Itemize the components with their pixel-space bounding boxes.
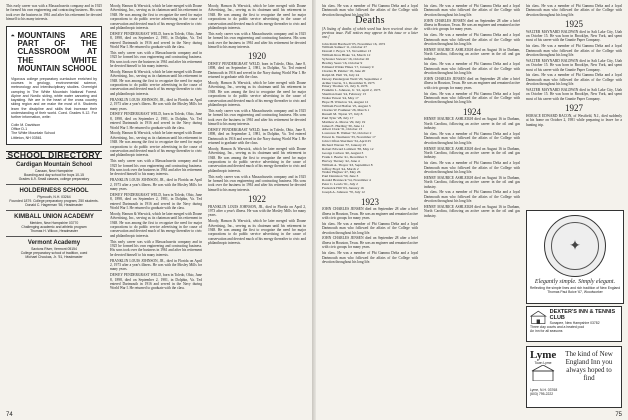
school-detail: College preparatory school of tradition, coed (20, 251, 88, 256)
ad-signer-title: Office D-1 (11, 126, 28, 131)
ad-school-name: The White Mountain School (11, 131, 56, 136)
death-entry: Donald J. Boyce '13, November 13 (322, 49, 372, 54)
obituary-paragraph: HENRY MAURICE ASHLEIGH died on August 16 in Durham, North Carolina, following an active career in the oil and gas industry. (424, 47, 520, 61)
ad-headline: MOUNTAINS ARE PART OF THE CLASSROOM AT THE WHITE MOUNTAIN SCHOOL (17, 30, 97, 74)
ad-signer: Colin M. Davidson (11, 122, 41, 127)
obituary-paragraph: HENRY MAURICE ASHLEIGH died on August 16 in Durham, North Carolina, following an active career in the oil and gas industry. (424, 117, 520, 131)
school-name: Vermont Academy (27, 240, 81, 247)
right-page (316, 0, 628, 420)
school-name: HOLDERNESS SCHOOL (19, 188, 89, 195)
lyme-inn-ad[interactable] (526, 346, 622, 408)
death-entry: Franklin L. Johnson, Jr. '22, April 2, 1973 (322, 88, 381, 93)
directory-entry[interactable] (6, 237, 102, 262)
death-entry: Sherman Kent '24, February 13 (322, 92, 366, 97)
obituary-paragraph: HORACE EDWARD BACON, of Westfield, N.J., died suddenly at his home on October 2, 1981 while preparing to leave for a hunting trip. (526, 113, 622, 127)
death-entry: George Carlson '40, August 3 (322, 150, 364, 155)
death-entry: Robert Edward Lambert '38, May 12 (322, 146, 374, 151)
obituary-paragraph: DEWEY PENDERGRAST WELD, born in Toledo, Ohio, June 8, 1898, died on September 2, 1981, in Dolphin, Va. Ted entered Dartmouth in 1916 and served in the Navy during World War I. He returned to graduate with the class. (110, 273, 202, 291)
ad-detail: Reflecting the simple lines and rich tradition of New England (529, 286, 621, 290)
death-entry: Albert Clark '31, October 13 (322, 127, 362, 132)
school-detail: Thomas H. Wilcox, Headmaster (30, 229, 78, 234)
obituary-paragraph: his class. He was a member of Phi Gamma Delta and a loyal Dartmouth man who followed the affairs of the College with devotion throughout his long life. (424, 62, 520, 76)
death-entry: Frank J. Beebe '41, December 3 (322, 154, 367, 159)
ad-detail: Three clay courts and a heated pool (530, 325, 585, 329)
death-entry: William Ross Blake '14, March 12 (322, 53, 371, 58)
death-entry: Hope H. Winslow '24, August 12 (322, 100, 369, 105)
obituary-paragraph: his class. He was a member of Phi Gamma Delta and a loyal Dartmouth man who followed the affairs of the College with devotion throughout his long life. (322, 251, 418, 264)
left-page (0, 0, 312, 420)
obituary-paragraph: his class. He was a member of Phi Gamma Delta and a loyal Dartmouth man who followed the affairs of the College with devotion throughout his long life. (424, 33, 520, 47)
deaths-intro: [A listing of deaths of which word has been received since the previous issue. Full notices may appear in this issue or a later one.] (322, 26, 418, 40)
death-entry: Lawrence B. Walker '32, October 2 (322, 131, 372, 136)
right-column-1 (322, 4, 418, 266)
obituary-paragraph: Moody, Hanson & Warwick, which he later merged with Doane Advertising, Inc., serving as its chairman until his retirement in 1948. He was among the first to recognize the need for major corporations to do public service advertising in the cause of conservation and devoted much of his energy thereafter to civic and philanthropic interests. (110, 4, 202, 31)
obituary-paragraph: HENRY MAURICE ASHLEIGH died on August 16 in Durham, North Carolina, following an active career in the oil and gas industry. (424, 204, 520, 218)
obituary-paragraph: FRANKLIN LOUIS JOHNSON, JR., died in Florida on April 2, 1973 after a year's illness. He was with the Mosley Mills for many years. (208, 204, 306, 218)
ad-subtitle: Town Lyme (534, 361, 552, 365)
school-name: KIMBALL UNION ACADEMY (14, 214, 94, 221)
ad-body: Vigorous college preparatory curriculum enriched by courses in geology, environmental science, meteorology and interdisciplinary studies. Overnight camping in The White Mountain National Forest. Alpine and Nordic skiing, white water canoeing and kayaking. We are in the heart of the cross country skiing region and we make the most of it. Students learn the discipline and skills that increase their understanding of their world. Coed. Grades 9-12. For further information, write: (11, 76, 97, 120)
year-1924-text (424, 117, 520, 218)
obituary-paragraph: his class. He was a member of Phi Gamma Delta and a loyal Dartmouth man who followed the affairs of the College with devotion throughout his long life. (526, 4, 622, 17)
obituary-paragraph: DEWEY PENDERGRAST WELD, born in Toledo, Ohio, June 8, 1898, died on September 2, 1981, in Dolphin, Va. Ted entered Dartmouth in 1916 and served in the Navy during World War I. He returned to graduate with the class. (208, 61, 306, 80)
class-year-heading: 1922 (248, 194, 266, 205)
death-entry: John Pettit Bardwell '05, November 16, 1972 (322, 41, 386, 46)
obituary-paragraph: his class. He was a member of Phi Gamma Delta and a loyal Dartmouth man who followed the affairs of the College with devotion throughout his long life. (424, 131, 520, 145)
ad-tagline: Elegantly simple. Simply elegant. (534, 279, 616, 285)
obituary-paragraph: JOHN CHARLES JENSEN died on September 28 after a brief illness in Houston, Texas. He was an engineer and remained active with civic groups for many years. (322, 207, 418, 221)
deaths-title: Deaths (355, 15, 385, 27)
obituary-paragraph: DEWEY PENDERGRAST WELD, born in Toledo, Ohio, June 8, 1898, died on September 2, 1981, in Dolphin, Va. Ted entered Dartmouth in 1916 and served in the Navy during World War I. He returned to graduate with the class. (110, 192, 202, 210)
obituary-paragraph: This early career was with a Massachusetts company and in 1925 he formed his own engineering and contracting business. His sons took over the business in 1961 and after his retirement he devoted himself to his many interests. (110, 239, 202, 257)
ad-address: Littleton, NH 03561 (11, 135, 42, 140)
school-detail: Donald C. Hagerman '55, Headmaster (25, 203, 83, 208)
obituary-paragraph: This early career was with a Massachusetts company and in 1925 he formed his own engineering and contracting business. His sons took over the business in 1961 and after his retirement he devoted himself to his many interests. (208, 31, 306, 50)
death-entry: Ralph M. Hall '19, July 24 (322, 72, 360, 77)
obituary-paragraph: WALTER MAYNARD BALDWIN died in Salt Lake City, Utah on October 15. He was born in Brooklyn, New York, and spent most of his career with the Granite Paper Company. (526, 29, 622, 43)
school-detail: Grades 6-9. Small classes, college preparatory (18, 177, 90, 182)
obituary-paragraph: JOHN CHARLES JENSEN died on September 28 after a brief illness in Houston, Texas. He was an engineer and remained active with civic groups for many years. (322, 236, 418, 250)
directory-entry[interactable] (6, 159, 102, 185)
directory-entry[interactable] (6, 185, 102, 211)
school-location: Plymouth, N.H. 03264 (37, 195, 71, 200)
ad-title: DEXTER'S INN & TENNIS CLUB (549, 309, 616, 321)
obituary-paragraph: Moody, Hanson & Warwick, which he later merged with Doane Advertising, Inc., serving as its chairman until his retirement in 1948. He was among the first to recognize the need for major corporations to do public service advertising in the cause of conservation and devoted much of his energy thereafter to civic and philanthropic interests. (110, 69, 202, 96)
death-entry: Dewey Pendergrast Weld '20, September 2 (322, 76, 382, 81)
obituary-paragraph: JOHN CHARLES JENSEN died on September 28 after a brief illness in Houston, Texas. He was an engineer and remained active with civic groups for many years. (424, 77, 520, 90)
obituary-paragraph: JOHN CHARLES JENSEN died on September 28 after a brief illness in Houston, Texas. He was an engineer and remained active with civic groups for many years. (424, 18, 520, 32)
seal-icon: ✦ (551, 222, 599, 270)
school-detail: Boarding and day school for boys 10-15 (24, 173, 84, 178)
mountain-logo-icon (11, 30, 15, 40)
left-column-3 (208, 4, 306, 247)
school-directory (6, 151, 102, 262)
school-detail: Challenging academic and athletic program (21, 225, 87, 230)
death-entry: Jeffrey Boyd '44, March 2 (322, 166, 359, 171)
ad-detail: Lyme, N.H. 03768 (530, 388, 558, 392)
obituary-paragraph: This early career was with a Massachusetts company and in 1925 he formed his own engineering and contracting business. His sons took over the business in 1961 and after his retirement he devoted himself to his many interests. (110, 159, 202, 177)
obituary-paragraph: This early career was with a Massachusetts company and in 1925 he formed his own engineering and contracting business. His sons took over the business in 1961 and after his retirement he devoted himself to his many interests. (110, 50, 202, 69)
directory-entry[interactable] (6, 211, 102, 237)
year-1927-text (526, 114, 622, 127)
obituary-paragraph: Moody, Hanson & Warwick, which he later merged with Doane Advertising, Inc., serving as its chairman until his retirement in 1948. He was among the first to recognize the need for major corporations to do public service advertising in the cause of conservation and devoted much of his energy thereafter to civic and philanthropic interests. (110, 211, 202, 238)
class-year-heading: 1925 (565, 19, 583, 30)
ad-title: Lyme (530, 349, 557, 361)
death-entry: Matthew A. Morse '29, July 19 (322, 119, 366, 124)
death-entry: Paul Dennison '50, June 3 (322, 174, 359, 179)
death-entry: Charles H. Palmer '18, June 20 (322, 68, 366, 73)
death-entry: Russell M. Tipton '27, July 8 (322, 111, 363, 116)
obituary-paragraph: his class. He was a member of Phi Gamma Delta and a loyal Dartmouth man who followed the affairs of the College with devotion throughout his long life. (322, 221, 418, 235)
class-year-heading: 1924 (463, 106, 481, 117)
class-year-heading: 1920 (248, 51, 266, 62)
year-1923-text (322, 207, 418, 264)
class-year-heading: 1927 (565, 103, 583, 114)
seal-furniture-ad[interactable] (526, 210, 624, 304)
column-2-text (110, 4, 202, 291)
obituary-paragraph: Moody, Hanson & Warwick, which he later merged with Doane Advertising, Inc., serving as its chairman until his retirement in 1948. He was among the first to recognize the need for major corporations to do public service advertising in the cause of conservation and devoted much of his energy thereafter to civic and philanthropic interests. (208, 4, 306, 31)
death-entry: Harvey Tierney '42, June 4 (322, 158, 360, 163)
school-detail: Founded 1879. College preparatory program, 250 students. (9, 199, 99, 204)
death-entry: Edmund Wilder Hines '17, January 9 (322, 64, 374, 69)
death-entry: Joseph A. Johnson '70, July 12 (322, 189, 365, 194)
directory-title: SCHOOL DIRECTORY (7, 149, 101, 160)
obituary-paragraph: Moody, Hanson & Warwick, which he later merged with Doane Advertising, Inc., serving as its chairman until his retirement in 1948. He was among the first to recognize the need for major corporations to do public service advertising in the cause of conservation and devoted much of his energy thereafter to civic and philanthropic interests. (208, 219, 306, 246)
death-entry: John Clifton Sherman '34, April 25 (322, 139, 372, 144)
obituary-paragraph: Moody, Hanson & Warwick, which he later merged with Doane Advertising, Inc., serving as its chairman until his retirement in 1948. He was among the first to recognize the need for major corporations to do public service advertising in the cause of conservation and devoted much of his energy thereafter to civic and philanthropic interests. (208, 146, 306, 173)
death-entry: Charles W. Faulkner '26, March 1 (322, 107, 370, 112)
ad-detail: (603) 795-2222 (530, 392, 554, 396)
death-entry: Ernest K. Neumann '33, November 17 (322, 135, 376, 140)
year-1925-text (526, 30, 622, 102)
obituary-paragraph: HENRY MAURICE ASHLEIGH died on August 16 in Durham, North Carolina, following an active career in the oil and gas industry. (424, 175, 520, 189)
obituary-paragraph: DEWEY PENDERGRAST WELD, born in Toledo, Ohio, June 8, 1898, died on September 2, 1981, in Dolphin, Va. Ted entered Dartmouth in 1916 and served in the Navy during World War I. He returned to graduate with the class. (110, 112, 202, 130)
column-3-lead (526, 4, 622, 17)
death-entry: James E. Harding '30, June 11 (322, 123, 365, 128)
death-entry: Frederick Hill '63, January 16 (322, 186, 364, 191)
obituary-paragraph: his class. He was a member of Phi Gamma Delta and a loyal Dartmouth man who followed the affairs of the College with devotion throughout his long life. (424, 91, 520, 105)
left-column-1 (6, 4, 102, 262)
obituary-paragraph: FRANKLIN LOUIS JOHNSON, JR., died in Florida on April 2, 1973 after a year's illness. He was with the Mosley Mills for many years. (110, 258, 202, 272)
obituary-paragraph: his class. He was a member of Phi Gamma Delta and a loyal Dartmouth man who followed the affairs of the College with devotion throughout his long life. (424, 190, 520, 204)
left-column-2 (110, 4, 202, 292)
column-2-text (424, 4, 520, 105)
right-column-2 (424, 4, 520, 220)
death-entry: Walter Ernest '24, May 17 (322, 96, 359, 101)
death-entry: Richard Warren '37, January 25 (322, 143, 367, 148)
obituary-paragraph: his class. He was a member of Phi Gamma Delta and a loyal Dartmouth man who followed the affairs of the College with devotion throughout his long life. (322, 4, 418, 17)
school-name: Cardigan Mountain School (16, 162, 92, 169)
death-entry: Walter Hughes '47, May 26 (322, 170, 361, 175)
death-entry: William Samuel '11, October 27 (322, 45, 367, 50)
obituary-paragraph: his class. He was a member of Phi Gamma Delta and a loyal Dartmouth man who followed the affairs of the College with devotion throughout his long life. (526, 44, 622, 58)
death-entry: William A. Thayer '43, September 8 (322, 162, 373, 167)
intro-paragraph: This early career was with a Massachusetts company and in 1925 he formed his own engineering and contracting business. His sons took over the business in 1961 and after his retirement he devoted himself to his many interests. (6, 4, 102, 22)
obituary-paragraph: HENRY MAURICE ASHLEIGH died on August 16 in Durham, North Carolina, following an active career in the oil and gas industry. (424, 146, 520, 160)
death-entry: Peter C. Lewis '61, July 2 (322, 182, 358, 187)
obituary-paragraph: his class. He was a member of Phi Gamma Delta and a loyal Dartmouth man who followed the affairs of the College with devotion throughout his long life. (424, 161, 520, 174)
column-3-text (208, 4, 306, 49)
seal-emblem (544, 215, 606, 277)
obituary-paragraph: FRANKLIN LOUIS JOHNSON, JR., died in Florida on April 2, 1973 after a year's illness. He was with the Mosley Mills for many years. (110, 178, 202, 191)
ad-detail: Thomas Paul Boice '67, Woodworker (547, 290, 603, 294)
year-1922-text (208, 205, 306, 246)
death-entry: William Fred Halfon '25, August 3 (322, 104, 371, 109)
inn-building-icon (531, 365, 555, 381)
obituary-paragraph: Moody, Hanson & Warwick, which he later merged with Doane Advertising, Inc., serving as its chairman until his retirement in 1948. He was among the first to recognize the need for major corporations to do public service advertising in the cause of conservation and devoted much of his energy thereafter to civic and philanthropic interests. (110, 131, 202, 158)
obituary-paragraph: his class. He was a member of Phi Gamma Delta and a loyal Dartmouth man who followed the affairs of the College with devotion throughout his long life. (424, 4, 520, 17)
right-column-3 (526, 4, 622, 128)
year-1920-text (208, 62, 306, 192)
obituary-paragraph: WALTER MAYNARD BALDWIN died in Salt Lake City, Utah on October 15. He was born in Brooklyn, New York, and spent most of his career with the Granite Paper Company. (526, 88, 622, 101)
page-number: 74 (6, 412, 13, 418)
school-location: Saxtons River, Vermont 05154 (31, 247, 77, 252)
death-entry: Emery Thomas '21, July 8, 1976 (322, 84, 368, 89)
dexters-inn-ad[interactable] (526, 306, 622, 342)
class-year-heading: 1923 (361, 196, 379, 207)
obituary-paragraph: FRANKLIN LOUIS JOHNSON, JR., died in Florida on April 2, 1973 after a year's illness. He was with the Mosley Mills for many years. (110, 97, 202, 111)
ad-signature (11, 123, 97, 140)
death-entry: Sylvester Stewart '16, October 26 (322, 57, 369, 62)
death-entry: Ronald Brannock '54, November 4 (322, 178, 371, 183)
obituary-paragraph: WALTER MAYNARD BALDWIN died in Salt Lake City, Utah on October 15. He was born in Brooklyn, New York, and spent most of his career with the Granite Paper Company. (526, 58, 622, 72)
obituary-paragraph: Moody, Hanson & Warwick, which he later merged with Doane Advertising, Inc., serving as its chairman until his retirement in 1948. He was among the first to recognize the need for major corporations to do public service advertising in the cause of conservation and devoted much of his energy thereafter to civic and philanthropic interests. (208, 80, 306, 107)
obituary-paragraph: This early career was with a Massachusetts company and in 1925 he formed his own engineering and contracting business. His sons took over the business in 1961 and after his retirement he devoted himself to his many interests. (208, 174, 306, 192)
page-number: 75 (615, 412, 622, 418)
column-1-intro (6, 4, 102, 22)
deaths-list (322, 43, 418, 195)
school-detail: Michael Choukas, Jr. '51, Headmaster (25, 255, 83, 260)
death-entry: Paul Tyler '28, July 17 (322, 115, 354, 120)
obituary-paragraph: DEWEY PENDERGRAST WELD, born in Toledo, Ohio, June 8, 1898, died on September 2, 1981, in Dolphin, Va. Ted entered Dartmouth in 1916 and served in the Navy during World War I. He returned to graduate with the class. (110, 31, 202, 50)
obituary-paragraph: This early career was with a Massachusetts company and in 1925 he formed his own engineering and contracting business. His sons took over the business in 1961 and after his retirement he devoted himself to his many interests. (208, 108, 306, 126)
obituary-paragraph: his class. He was a member of Phi Gamma Delta and a loyal Dartmouth man who followed the affairs of the College with devotion throughout his long life. (526, 73, 622, 87)
inn-illustration-icon (530, 309, 547, 325)
school-location: Meriden, New Hampshire 03770 (29, 221, 79, 226)
white-mountain-school-ad[interactable] (6, 26, 102, 145)
ad-location: Sunapee, New Hampshire 03782 (549, 321, 600, 325)
school-location: Canaan, New Hampshire (35, 169, 73, 174)
ad-tagline: The kind of New England Inn you always hoped to find (565, 350, 613, 382)
ad-detail: An inn for all seasons (530, 329, 563, 333)
death-entry: Bradley Sears '16, October 9 (322, 61, 363, 66)
death-entry: Arthur Currie, '21, December 8, 1973 (322, 80, 375, 85)
obituary-paragraph: DEWEY PENDERGRAST WELD, born in Toledo, Ohio, June 8, 1898, died on September 2, 1981, in Dolphin, Va. Ted entered Dartmouth in 1916 and served in the Navy during World War I. He returned to graduate with the class. (208, 127, 306, 145)
